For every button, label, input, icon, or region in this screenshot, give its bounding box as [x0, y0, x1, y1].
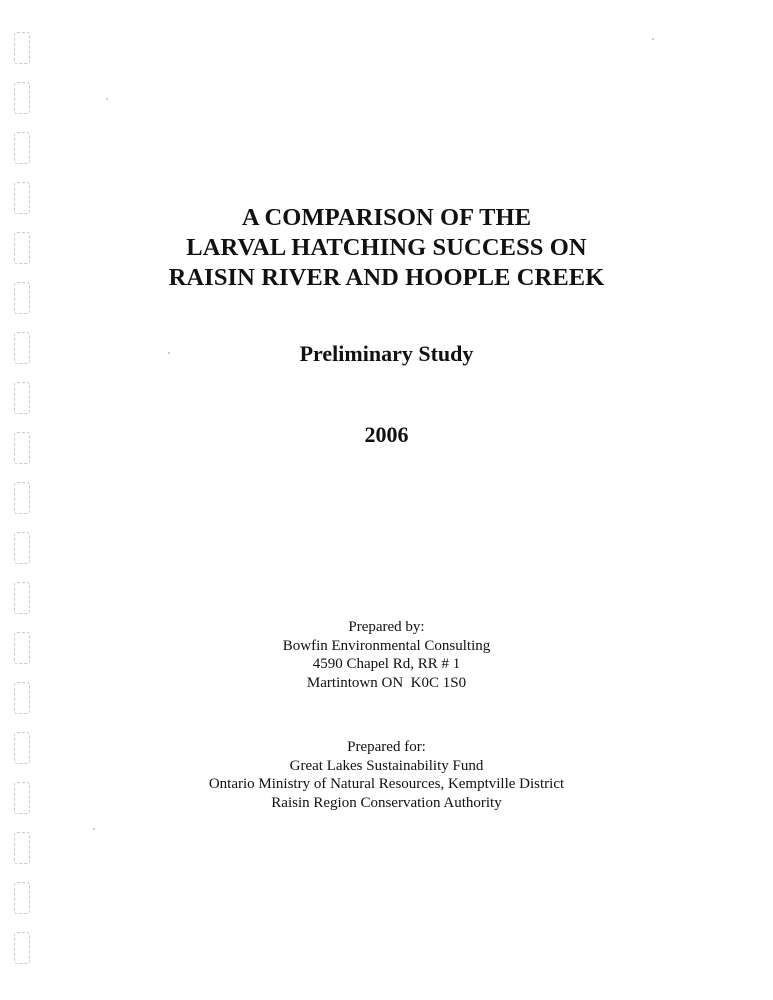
document-year: 2006	[364, 422, 409, 447]
prepared-by-label: Prepared by:	[348, 619, 425, 635]
binding-hole	[14, 82, 30, 114]
binding-holes	[14, 20, 34, 990]
prepared-by-line: Martintown ON K0C 1S0	[306, 674, 467, 691]
prepared-for-block	[0, 738, 773, 812]
scan-speck	[106, 98, 108, 100]
prepared-by-line: Bowfin Environmental Consulting	[282, 637, 491, 654]
binding-hole	[14, 532, 30, 564]
binding-hole	[14, 932, 30, 964]
prepared-for-line: Raisin Region Conservation Authority	[271, 794, 502, 811]
document-title	[0, 203, 773, 293]
binding-hole	[14, 132, 30, 164]
prepared-by-line: 4590 Chapel Rd, RR # 1	[312, 656, 461, 672]
binding-hole	[14, 582, 30, 614]
prepared-by-block	[0, 618, 773, 692]
document-subtitle: Preliminary Study	[299, 341, 474, 366]
binding-hole	[14, 882, 30, 914]
prepared-for-line: Ontario Ministry of Natural Resources, Kemptville District	[208, 776, 565, 792]
title-line: LARVAL HATCHING SUCCESS ON	[186, 234, 587, 261]
scan-speck	[93, 828, 95, 830]
scan-speck	[652, 38, 654, 40]
title-line: A COMPARISON OF THE	[241, 204, 532, 231]
binding-hole	[14, 832, 30, 864]
prepared-for-line: Great Lakes Sustainability Fund	[289, 757, 484, 774]
binding-hole	[14, 382, 30, 414]
binding-hole	[14, 482, 30, 514]
binding-hole	[14, 32, 30, 64]
title-line: RAISIN RIVER AND HOOPLE CREEK	[168, 264, 605, 291]
prepared-for-label: Prepared for:	[347, 739, 426, 755]
